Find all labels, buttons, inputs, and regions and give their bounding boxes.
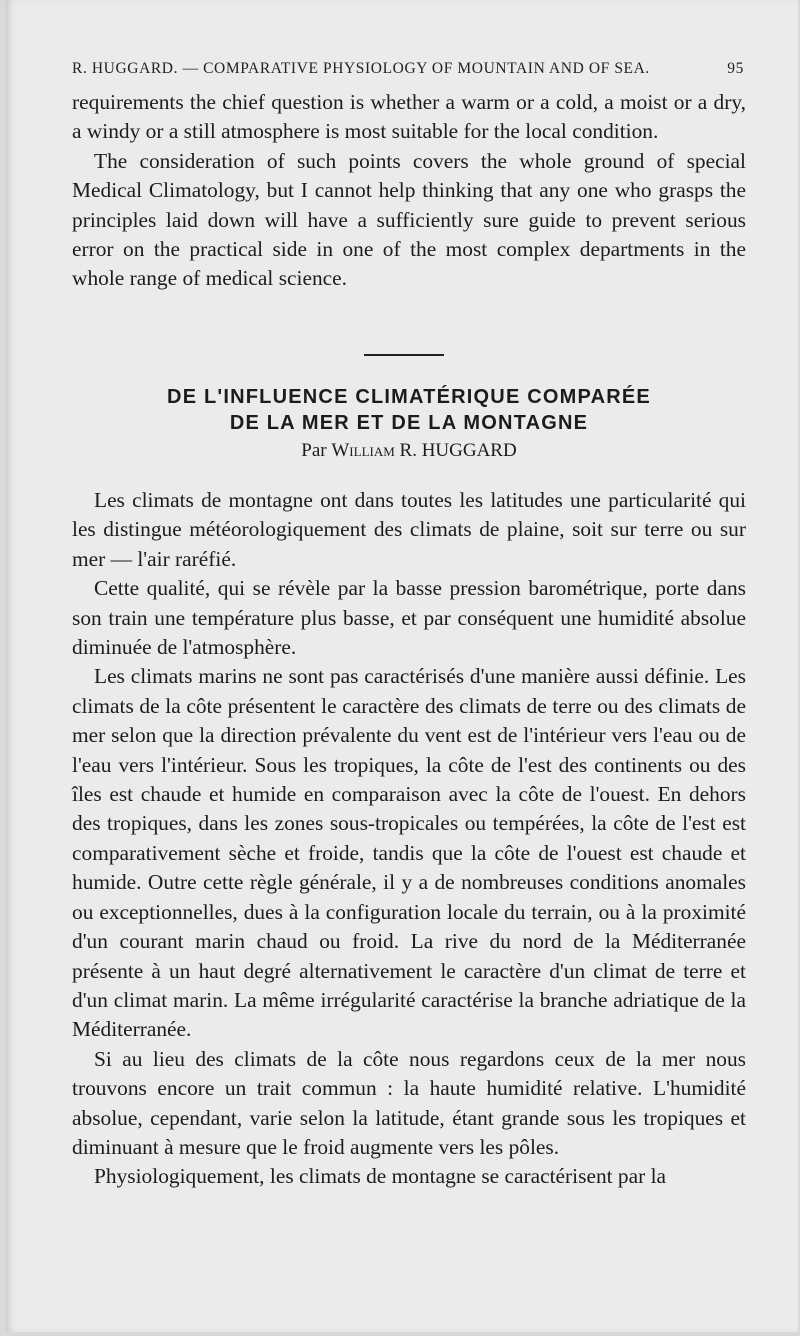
- page-number: 95: [727, 60, 744, 77]
- paragraph: Les climats de montagne ont dans toutes les latitudes une particularité qui les distingue météorologiquement des climats de plaine, soit sur terre ou sur mer — l'air raréfié.: [72, 488, 746, 571]
- paragraph: Si au lieu des climats de la côte nous regardons ceux de la mer nous trouvons encore un trait commun : la haute humidité relative. L'humidité absolue, cependant, varie selon la latitude, étant grande sous les tropiques et diminuant à mesure que le froid augmente vers les pôles.: [72, 1046, 746, 1159]
- paragraph: The consideration of such points covers the whole ground of special Medical Climatology, but I cannot help thinking that any one who grasps the principles laid down will have a sufficiently sure guide to prevent serious error on the practical side in one of the most complex departments in the whole range of medical science.: [72, 148, 746, 291]
- section-divider: [364, 354, 444, 356]
- running-title: R. HUGGARD. — COMPARATIVE PHYSIOLOGY OF MOUNTAIN AND OF SEA.: [72, 60, 650, 77]
- article-body: [72, 486, 746, 1192]
- paragraph: Les climats marins ne sont pas caractérisés d'une manière aussi définie. Les climats de la côte présentent le caractère des climats de terre ou des climats de mer selon que la direction prévalente du vent est de l'intérieur vers l'eau ou de l'eau vers l'intérieur. Sous les tropiques, la côte de l'est des continents ou des îles est chaude et humide en comparaison avec la côte de l'ouest. En dehors des tropiques, dans les zones sous-tropicales ou tempérées, la côte de l'est est comparativement sèche et froide, tandis que la côte de l'ouest est chaude et humide. Outre cette règle générale, il y a de nombreuses conditions anomales ou exceptionnelles, dues à la configuration locale du terrain, ou à la proximité d'un courant marin chaud ou froid. La rive du nord de la Méditerranée présente à un haut degré alternativement le caractère d'un climat de terre et d'un climat marin. La même irrégularité caractérise la branche adriatique de la Méditerranée.: [72, 664, 746, 1042]
- article-title-line-2: DE LA MER ET DE LA MONTAGNE: [229, 412, 589, 434]
- paragraph: Cette qualité, qui se révèle par la basse pression barométrique, porte dans son train une température plus basse, et par conséquent une humidité absolue diminuée de l'atmosphère.: [72, 576, 746, 660]
- paragraph: Physiologiquement, les climats de montagne se caractérisent par la: [94, 1164, 667, 1189]
- english-text-block: [72, 88, 746, 294]
- article-byline: [72, 440, 746, 462]
- author-surname: R. HUGGARD: [399, 440, 517, 461]
- author-first-name: William: [331, 440, 395, 461]
- running-header: [72, 60, 744, 78]
- byline-prefix: Par: [301, 440, 327, 461]
- article-title-line-1: DE L'INFLUENCE CLIMATÉRIQUE COMPARÉE: [167, 386, 651, 408]
- paragraph: requirements the chief question is whether a warm or a cold, a moist or a dry, a windy or a still atmosphere is most suitable for the local condition.: [72, 90, 746, 144]
- document-page: [6, 0, 798, 1332]
